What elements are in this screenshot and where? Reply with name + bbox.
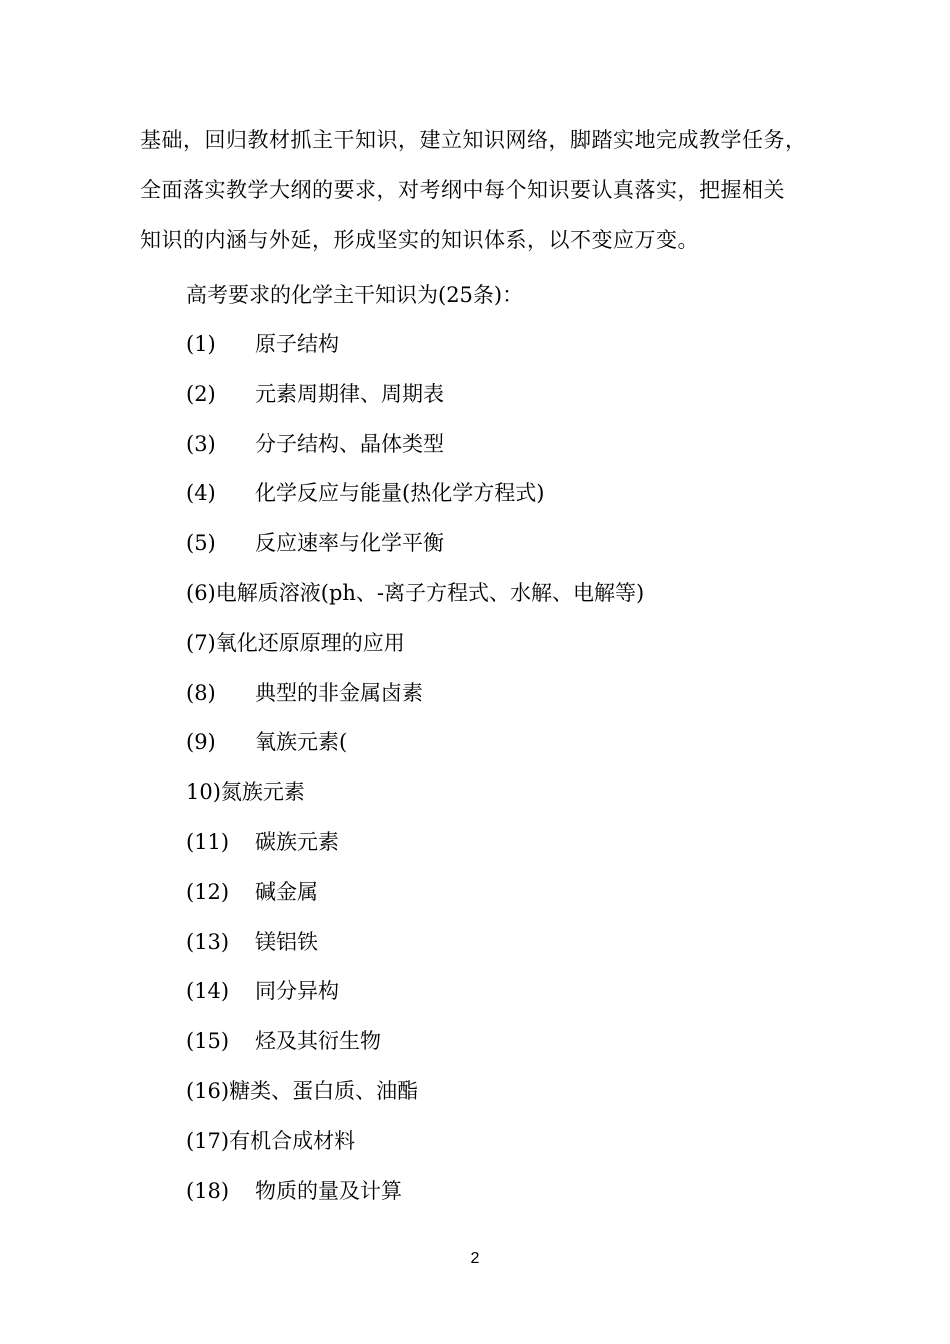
list-item-number: (11) <box>186 829 230 854</box>
list-item <box>186 1067 644 1117</box>
list-item <box>186 967 644 1017</box>
list-item-number: (9) <box>186 730 216 755</box>
list-item <box>186 569 644 619</box>
list-item <box>186 818 644 868</box>
list-item <box>186 469 644 519</box>
list-item-number: (13) <box>186 929 230 954</box>
list-item-text: 碱金属 <box>255 879 318 904</box>
list-item-number: (1) <box>186 332 216 356</box>
list-item-number: (12) <box>186 879 230 904</box>
knowledge-list <box>186 320 644 1216</box>
list-item-text: 化学反应与能量(热化学方程式) <box>255 481 545 506</box>
list-item <box>186 519 644 569</box>
page-number: 2 <box>470 1250 480 1267</box>
list-item-number: (7) <box>186 630 216 655</box>
list-item-number: (8) <box>186 680 216 705</box>
list-item-text: 反应速率与化学平衡 <box>255 531 444 556</box>
list-item-text: 烃及其衍生物 <box>255 1029 381 1054</box>
list-item-text: 原子结构 <box>255 332 339 356</box>
intro-paragraph <box>140 115 840 265</box>
list-item <box>186 868 644 918</box>
list-item <box>186 1117 644 1167</box>
list-item-text: 碳族元素 <box>255 829 339 854</box>
list-item <box>186 320 644 370</box>
list-item <box>186 718 644 768</box>
list-item-text: 元素周期律、周期表 <box>255 381 444 406</box>
list-item-text: 分子结构、晶体类型 <box>255 431 444 456</box>
list-item-number: (2) <box>186 381 216 406</box>
list-item <box>186 768 644 818</box>
list-item-number: (5) <box>186 531 216 556</box>
list-item-number: (14) <box>186 979 230 1004</box>
list-item-number: (6) <box>186 580 216 605</box>
list-item-number: (18) <box>186 1178 230 1203</box>
paragraph-line: 全面落实教学大纲的要求，对考纲中每个知识要认真落实，把握相关 <box>140 178 785 202</box>
list-item <box>186 1017 644 1067</box>
paragraph-line: 知识的内涵与外延，形成坚实的知识体系，以不变应万变。 <box>140 228 699 252</box>
paragraph-line: 基础，回归教材抓主干知识，建立知识网络，脚踏实地完成教学任务， <box>140 128 807 152</box>
list-item-text: 典型的非金属卤素 <box>255 680 423 705</box>
list-item-number: 10) <box>186 780 221 805</box>
list-item-text: 镁铝铁 <box>255 929 318 954</box>
list-item <box>186 918 644 968</box>
list-item-text: 糖类、蛋白质、油酯 <box>229 1078 419 1103</box>
list-item-text: 电解质溶液(ph、-离子方程式、水解、电解等) <box>215 580 645 605</box>
list-item-text: 物质的量及计算 <box>255 1178 402 1203</box>
list-item-number: (15) <box>186 1029 230 1054</box>
list-item-number: (17) <box>186 1128 230 1153</box>
list-item-number: (4) <box>186 481 216 506</box>
list-item-text: 氧化还原原理的应用 <box>215 630 405 655</box>
list-item-text: 氮族元素 <box>220 780 305 805</box>
list-item-text: 有机合成材料 <box>229 1128 356 1153</box>
list-heading: 高考要求的化学主干知识为(25条)： <box>186 283 524 307</box>
list-item-number: (3) <box>186 431 216 456</box>
list-item <box>186 669 644 719</box>
list-item <box>186 619 644 669</box>
list-item-text: 氧族元素( <box>255 730 348 755</box>
list-item <box>186 370 644 420</box>
list-item-text: 同分异构 <box>255 979 339 1004</box>
list-item <box>186 420 644 470</box>
list-item-number: (16) <box>186 1078 230 1103</box>
list-item <box>186 1167 644 1217</box>
